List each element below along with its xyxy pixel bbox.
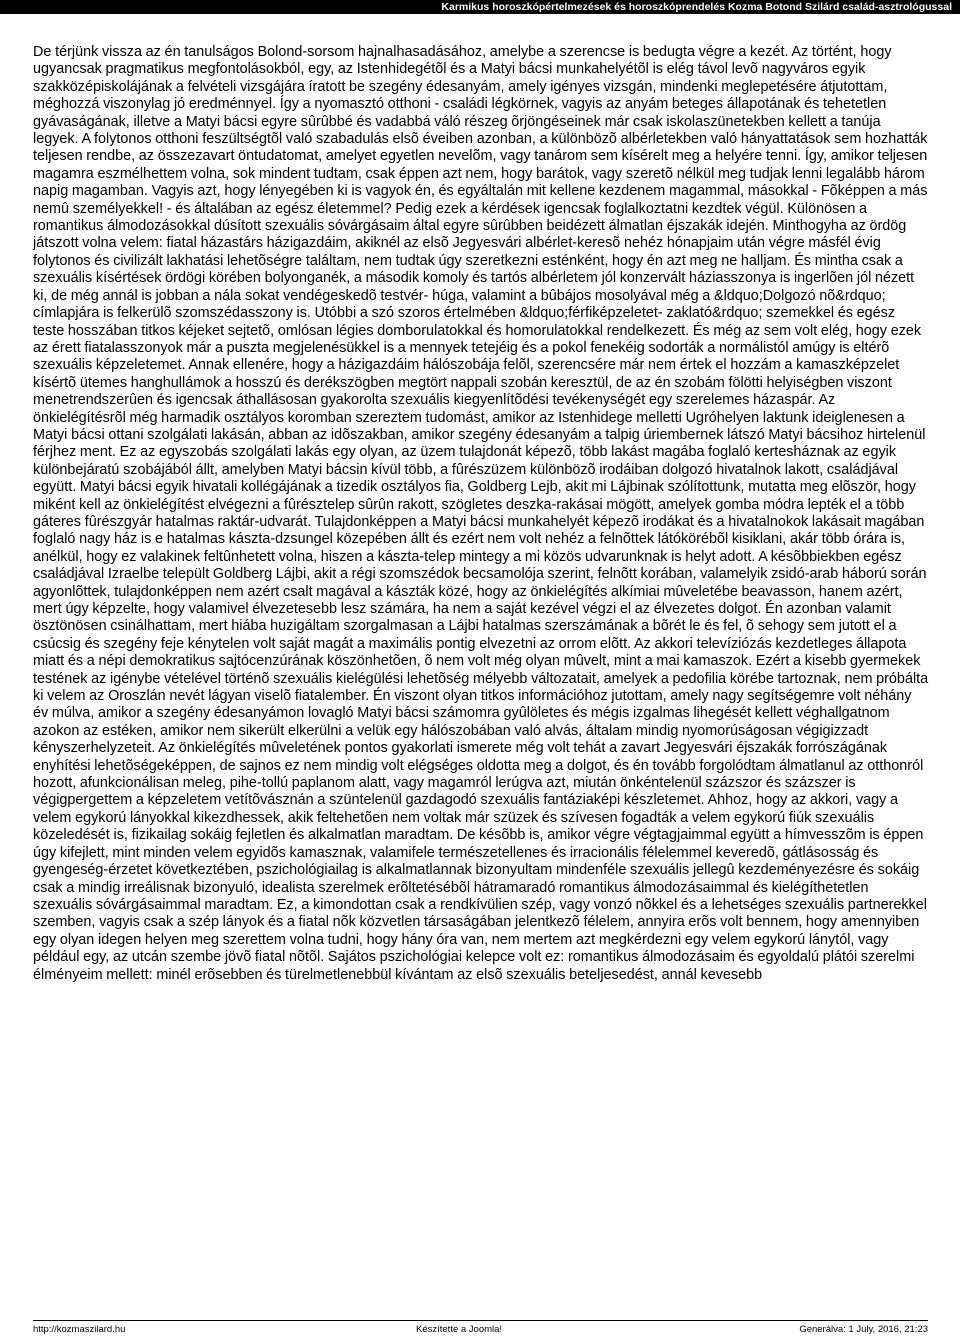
article-body — [33, 44, 929, 984]
article-paragraph: De térjünk vissza az én tanulságos Bolond-sorsom hajnalhasadásához, amelybe a szerencse is bedugta végre a kezét. Az történt, hogy ugyancsak pragmatikus megfontolásokból, egy, az Istenhidegétõl és a Matyi bácsi munkahelyétõl is elég távol levõ nagyváros egyik szakközépiskolájának a felvételi vizsgájára íratott be szegény édesanyám, amely igényes vizsgán, mindenki meglepetésére átjutottam, méghozzá viszonylag jó eredménnyel. Így a nyomasztó otthoni - családi légkörnek, vagyis az anyám beteges állapotának és tehetetlen gyávaságának, illetve a Matyi bácsi egyre sûrûbbé és vadabbá váló részeg õrjöngéseinek már csak iskolaszünetekben kellett a tanúja legyek. A folytonos otthoni feszültségtõl való szabadulás elsõ éveiben azonban, a különbözõ albérletekben való hányattatások sem hozhatták teljesen rendbe, az összezavart öntudatomat, amelyet egyetlen nevelõm, vagy tanárom sem kísérelt meg a helyére tenni. Így, amikor teljesen magamra eszmélhettem volna, sok mindent tudtam, csak éppen azt nem, hogy barátok, vagy szeretõ nélkül meg tudjak lenni legalább három napig magamban. Vagyis azt, hogy lényegében ki is vagyok én, és egyáltalán mit kellene kezdenem magammal, másokkal - Fõképpen a más nemû személyekkel! - és általában az egész életemmel? Pedig ezek a kérdések igencsak foglalkoztatni kezdtek végül. Különösen a romantikus álmodozásokkal dúsított szexuális sóvárgásaim által egyre sûrûbben beidézett álmatlan éjszakák idején. Minthogyha az ördög játszott volna velem: fiatal házastárs házigazdáim, akiknél az elsõ Jegyesvári albérlet-keresõ nehéz hónapjaim után végre másfél évig folytonos és civilizált lakhatási lehetõségre találtam, nem tudtak úgy szeretkezni esténként, hogy én azt meg ne halljam. És mintha csak a szexuális kísértések ördögi körében bolyonganék, a második komoly és tartós albérletem jól konzervált háziasszonya is ingerlõen jól nézett ki, de még annál is jobban a nála sokat vendégeskedõ testvér- húga, valamint a bûbájos mosolyával még a &ldquo;Dolgozó nõ&rdquo; címlapjára is felkerülõ szomszédasszony is. Utóbbi a szó szoros értelmében &ldquo;férfiképzeletet- zaklató&rdquo; szemekkel és egész teste hosszában titkos kéjeket sejtetõ, omlósan légies domborulatokkal és homorulatokkal rendelkezett. És még az sem volt elég, hogy ezek az érett fiatalasszonyok már a puszta megjelenésükkel is a mennyek tetejéig és a pokol fenekéig sodorták a normálistól amúgy is eltérõ szexuális képzeletemet. Annak ellenére, hogy a házigazdáim hálószobája felõl, szerencsére már nem értek el hozzám a kamaszképzelet kísértõ ütemes hanghullámok a hosszú és derékszögben megtört nappali szobán keresztül, de az én szobám fölötti helyiségben viszont menetrendszerûen és igencsak áthallásosan gyakorolta szexuális kiegyenlítõdési tevékenységét egy szerelemes házaspár. Az önkielégítésrõl még harmadik osztályos koromban szereztem tudomást, amikor az Istenhidege melletti Ugróhelyen laktunk ideiglenesen a Matyi bácsi ottani szolgálati lakásán, abban az idõszakban, amikor szegény édesanyám a talpig úriembernek látszó Matyi bácsihoz hirtelenül férjhez ment. Ez az egyszobás szolgálati lakás egy olyan, az üzem tulajdonát képezõ, több lakást magába foglaló kertesháznak az egyik különbejáratú szobájából állt, amelyben Matyi bácsin kívül több, a fûrészüzem különbözõ irodáiban dolgozó hivatalnok lakott, családjával együtt. Matyi bácsi egyik hivatali kollégájának a tizedik osztályos fia, Goldberg Lejb, akit mi Lájbinak szólítottunk, mutatta meg elõször, hogy miként kell az önkielégítést elvégezni a fûrésztelep sûrûn rakott, szögletes deszka-rakásai mögött, amelyek gomba módra lepték el a több gáteres fûrészgyár hatalmas raktár-udvarát. Tulajdonképpen a Matyi bácsi munkahelyét képezõ irodákat és a hivatalnokok lakásait magában foglaló nagy ház is e hatalmas kászta-dzsungel közepében állt és ezért nem volt nehéz a felnõttek látókörébõl kisiklani, akár több órára is, anélkül, hogy ez valakinek feltûnhetett volna, hiszen a kászta-telep mintegy a mi közös udvarunknak is helyt adott. A késõbbiekben egész családjával Izraelbe települt Goldberg Lájbi, akit a régi szomszédok becsamolója szerint, felnõtt korában, valamelyik zsidó-arab háború során agyonlõttek, tulajdonképpen nem azért csalt magával a kászták közé, hogy az önkielégítés alkímiai mûveletébe beavasson, hanem azért, mert úgy képzelte, hogy valamivel élvezetesebb lesz számára, ha nem a saját kezével végzi el az élvezetes dolgot. Én azonban valamit ösztönösen csinálhattam, mert hiába huzigáltam szorgalmasan a Lájbi hatalmas szerszámának a bõrét le és fel, õ sehogy sem jutott el a csúcsig és szegény feje kénytelen volt saját magát a maximális pontig elvezetni az orrom elõtt. Az akkori televíziózás kezdetleges állapota miatt és a népi demokratikus sajtócenzúrának köszönhetõen, õ nem volt még olyan mûvelt, mint a mai kamaszok. Ezért a kisebb gyermekek testének az igénybe vételével történõ szexuális kielégülési lehetõség mélyebb változatait, amelyek a pedofilia körébe tartoznak, nem próbálta ki velem az Oroszlán nevét lágyan viselõ fiatalember. Én viszont olyan titkos információhoz jutottam, amely nagy segítségemre volt néhány év múlva, amikor a szegény édesanyámon lovagló Matyi bácsi számomra gyûlöletes és mégis izgalmas lihegését kellett véghallgatnom azokon az estéken, amikor nem sikerült elkerülni a velük egy hálószobában való alvás, általam mindig nyomorúságosan végigizzadt kényszerhelyzeteit. Az önkielégítés mûveletének pontos gyakorlati ismerete még volt tehát a zavart Jegyesvári éjszakák forrószágának enyhítési lehetõségeképpen, de sajnos ez nem mindig volt elégséges oldotta meg a dolgot, és én tovább forgolódtam álmatlanul az otthonról hozott, afunkcionálisan meleg, pihe-tollú paplanom alatt, vagy magamról lerúgva azt, miután önkéntelenül százszor és százszer is végigpergettem a képzeletem vetítõvásznán a szüntelenül gazdagodó szexuális fantáziaképi készletemet. Ahhoz, hogy az akkori, vagy a velem egykorú lányokkal kikezdhessek, akik feltehetõen nem voltak már szüzek és szívesen fogadták a velem egykorú fiúk szexuális közeledését is, fizikailag sokáig fejletlen és alkalmatlan maradtam. De késõbb is, amikor végre végtagjaimmal együtt a hímvesszõm is éppen úgy kifejlett, mint minden velem egyidõs kamasznak, valamifele természetellenes és irracionális félelemmel keveredõ, gátlásosság és gyengeség-érzetet következtében, pszichológiailag is alkalmatlannak bizonyultam mindenféle szexuális jellegû kezdeményezésre és sokáig csak a mindig irreálisnak bizonyuló, idealista szerelmek erõltetésébõl hátramaradó romantikus álmodozásaimmal és kielégíthetetlen szexuális sóvárgásaimmal maradtam. Ez, a kimondottan csak a rendkívülien szép, vagy vonzó nõkkel és a lehetséges szexuális partnerekkel szemben, vagyis csak a szép lányok és a fiatal nõk közvetlen társaságában jelentkezõ félelem, annyira erõs volt bennem, hogy amennyiben egy olyan idegen helyen meg szerettem volna tudni, hogy hány óra van, nem mertem azt megkérdezni egy velem egykorú lánytól, vagy például egy, az utcán szembe jövõ fiatal nõtõl. Sajátos pszichológiai kelepce volt ez: romantikus álmodozásaim és egyoldalú plátói szerelmi élményeim mellett: minél erõsebben és türelmetlenebbül kívántam az elsõ szexuális beteljesedést, annál kevesebb — [33, 44, 929, 983]
footer-credit: Készítette a Joomla! — [416, 1324, 503, 1335]
footer-generated-date: Generálva: 1 July, 2016, 21:23 — [799, 1324, 928, 1335]
footer-url-link[interactable]: http://kozmaszilard.hu — [33, 1324, 126, 1335]
page-footer — [33, 1324, 928, 1336]
header-bar — [0, 0, 960, 14]
footer-divider — [33, 1320, 928, 1321]
site-title: Karmikus horoszkópértelmezések és horoszkóprendelés Kozma Botond Szilárd család-asztrológussal — [441, 1, 952, 13]
